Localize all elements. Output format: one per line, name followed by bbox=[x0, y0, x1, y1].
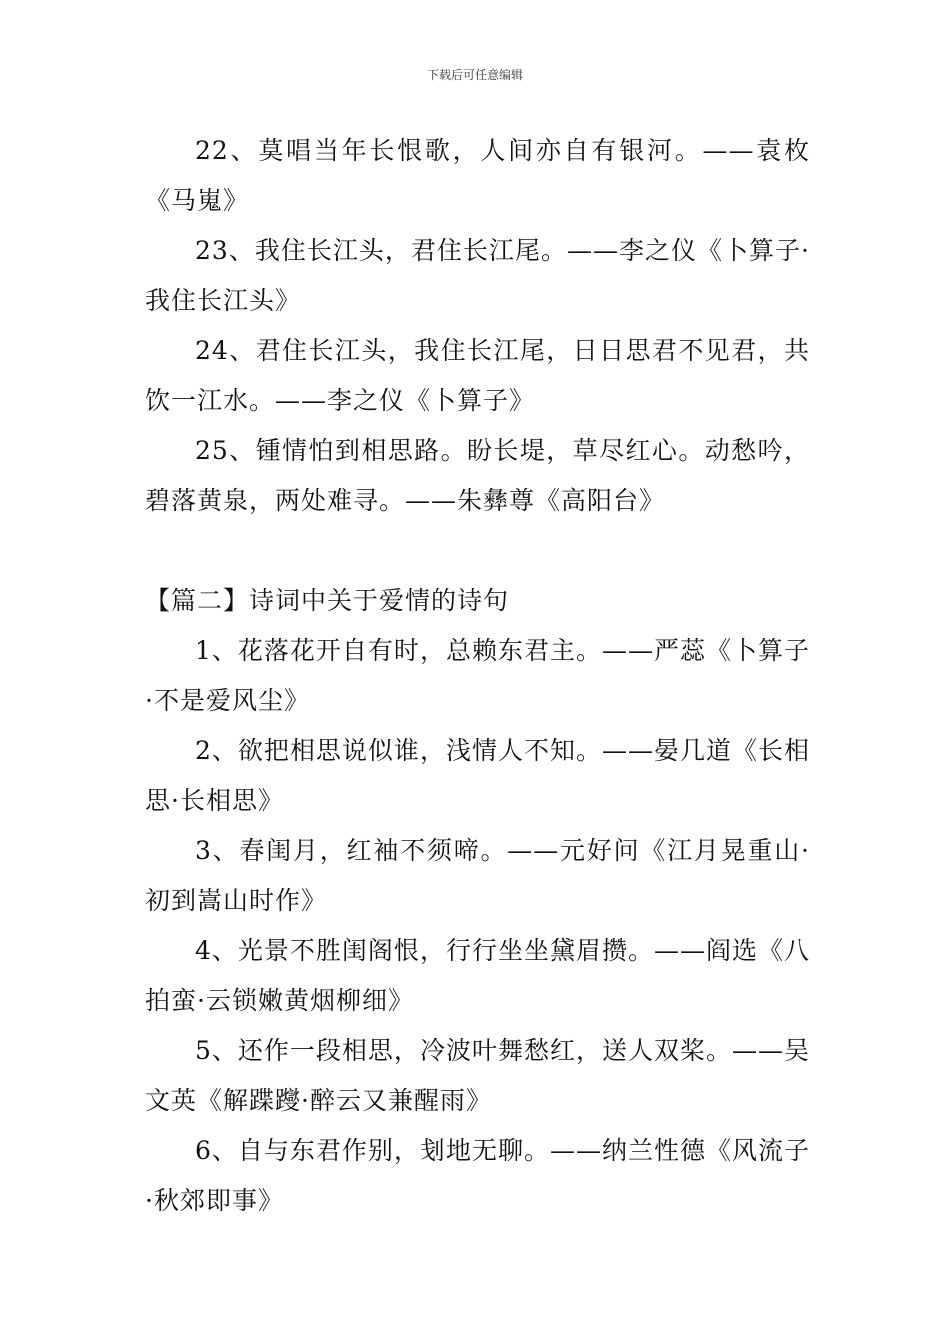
poem-line-1: 1、花落花开自有时，总赖东君主。——严蕊《卜算子·不是爱风尘》 bbox=[145, 636, 810, 715]
poem-line-22: 22、莫唱当年长恨歌，人间亦自有银河。——袁枚《马嵬》 bbox=[145, 136, 810, 215]
section-title: 【篇二】诗词中关于爱情的诗句 bbox=[145, 586, 510, 615]
poem-line-24: 24、君住长江头，我住长江尾，日日思君不见君，共饮一江水。——李之仪《卜算子》 bbox=[145, 336, 810, 415]
poem-line-23: 23、我住长江头，君住长江尾。——李之仪《卜算子·我住长江头》 bbox=[145, 236, 810, 315]
poem-line-25: 25、锺情怕到相思路。盼长堤，草尽红心。动愁吟，碧落黄泉，两处难寻。——朱彝尊《高阳台》 bbox=[145, 436, 810, 515]
section-spacer bbox=[145, 526, 810, 576]
poem-line-6: 6、自与东君作别，刬地无聊。——纳兰性德《风流子·秋郊即事》 bbox=[145, 1136, 810, 1215]
poem-line-2: 2、欲把相思说似谁，浅情人不知。——晏几道《长相思·长相思》 bbox=[145, 736, 810, 815]
document-body bbox=[145, 126, 810, 1226]
poem-line-3: 3、春闺月，红袖不须啼。——元好问《江月晃重山·初到嵩山时作》 bbox=[145, 836, 810, 915]
page-header: 下载后可任意编辑 bbox=[426, 68, 523, 82]
poem-line-4: 4、光景不胜闺阁恨，行行坐坐黛眉攒。——阎选《八拍蛮·云锁嫩黄烟柳细》 bbox=[145, 936, 810, 1015]
poem-line-5: 5、还作一段相思，冷波叶舞愁红，送人双桨。——吴文英《解蹀躞·醉云又兼醒雨》 bbox=[145, 1036, 810, 1115]
